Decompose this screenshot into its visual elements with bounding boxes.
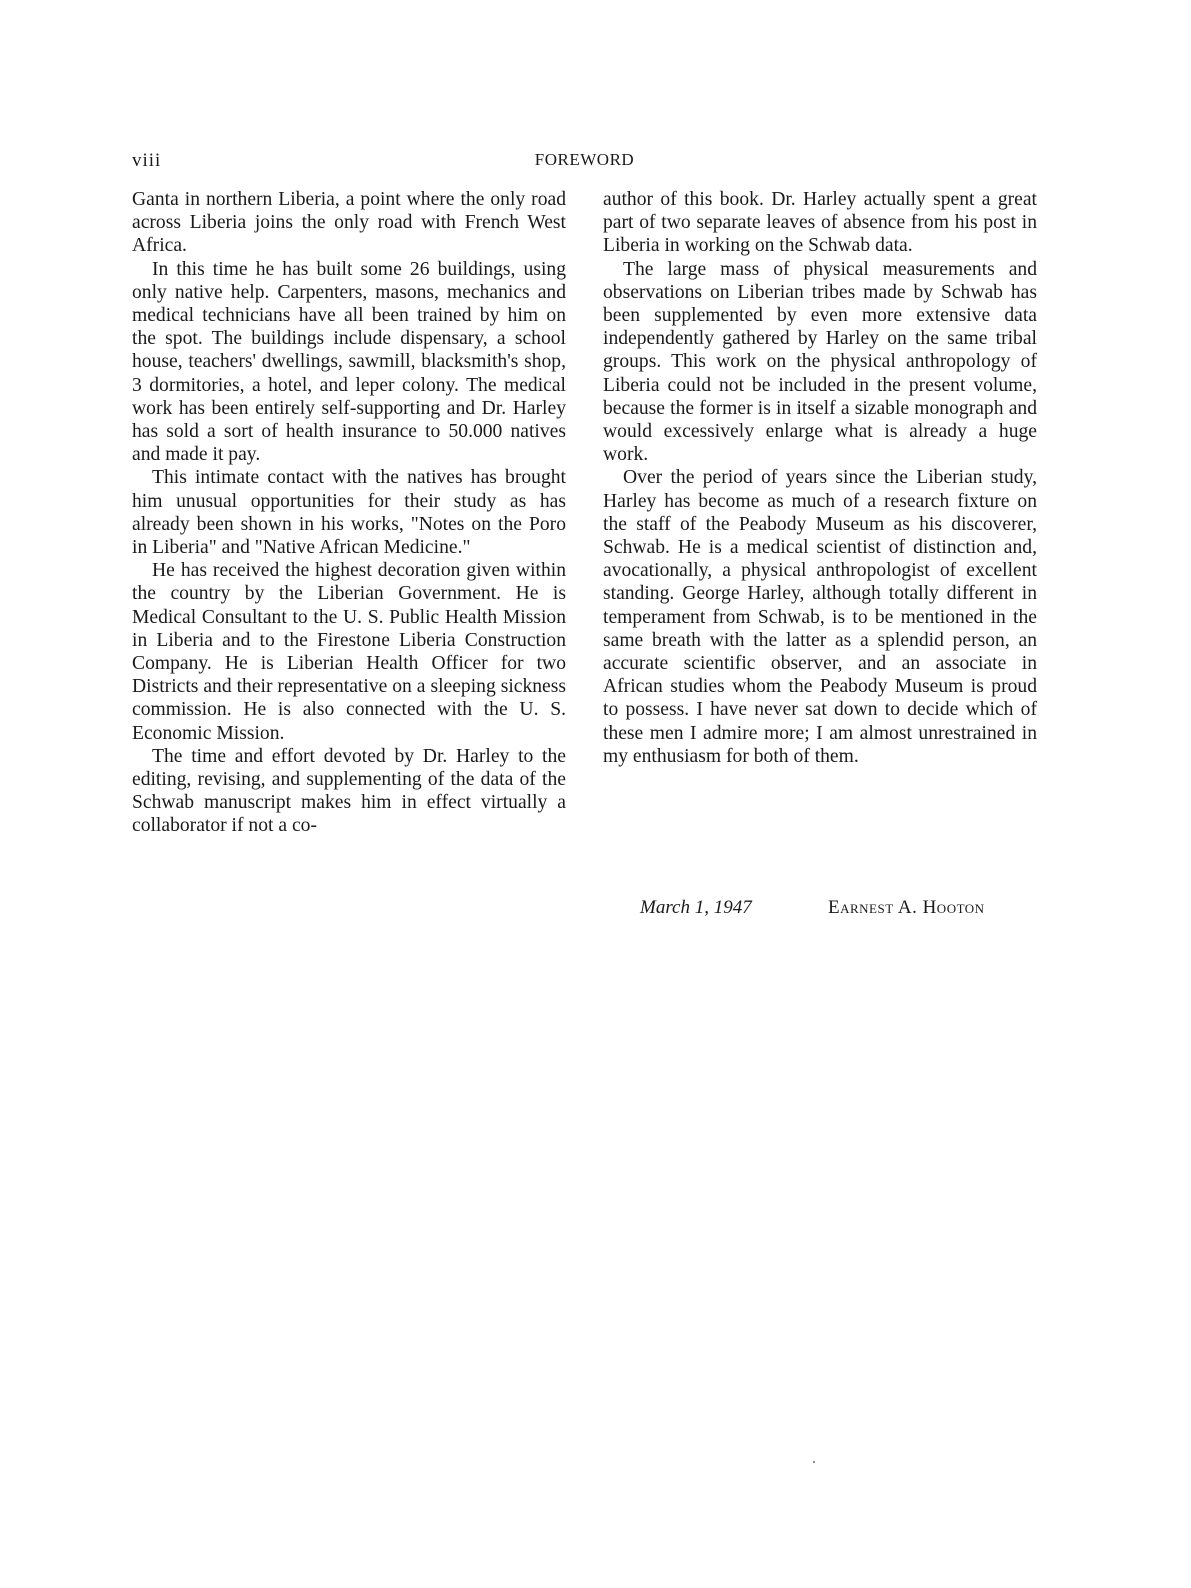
scan-speck	[813, 1461, 815, 1463]
page-header	[132, 150, 1037, 174]
signature-date: March 1, 1947	[640, 897, 752, 918]
page-number: viii	[132, 150, 162, 171]
signature-line	[603, 897, 1037, 923]
paragraph: author of this book. Dr. Harley actually spent a great part of two separate leaves of absence from his post in Liberia in working on the Schwab data.	[603, 189, 1037, 257]
paragraph: Ganta in northern Liberia, a point where the only road across Liberia joins the only road with French West Africa.	[132, 189, 566, 257]
paragraph: In this time he has built some 26 buildings, using only native help. Carpenters, masons, mechanics and medical technicians have all been trained by him on the spot. The buildings include dispensary, a school house, teachers' dwellings, sawmill, blacksmith's shop, 3 dormitories, a hotel, and leper colony. The medical work has been entirely self-supporting and Dr. Harley has sold a sort of health insurance to 50.000 natives and made it pay.	[132, 258, 566, 466]
signature-author: Earnest A. Hooton	[828, 897, 985, 918]
paragraph: The large mass of physical measurements and observations on Liberian tribes made by Schwab has been supplemented by even more extensive data independently gathered by Harley on the same tribal groups. This work on the physical anthropology of Liberia could not be included in the present volume, because the former is in itself a sizable monograph and would excessively enlarge what is already a huge work.	[603, 258, 1037, 466]
paragraph: The time and effort devoted by Dr. Harley to the editing, revising, and supplementing of the data of the Schwab manuscript makes him in effect virtually a collaborator if not a co-	[132, 745, 566, 837]
paragraph: He has received the highest decoration given within the country by the Liberian Government. He is Medical Consultant to the U. S. Public Health Mission in Liberia and to the Firestone Liberia Construction Company. He is Liberian Health Officer for two Districts and their representative on a sleeping sickness commission. He is also connected with the U. S. Economic Mission.	[132, 560, 566, 744]
running-head: FOREWORD	[534, 150, 635, 169]
paragraph: This intimate contact with the natives has brought him unusual opportunities for their study as has already been shown in his works, "Notes on the Poro in Liberia" and "Native African Medicine."	[132, 467, 566, 559]
right-column	[603, 188, 1037, 768]
paragraph: Over the period of years since the Liberian study, Harley has become as much of a research fixture on the staff of the Peabody Museum as his discoverer, Schwab. He is a medical scientist of distinction and, avocationally, a physical anthropologist of excellent standing. George Harley, although totally different in temperament from Schwab, is to be mentioned in the same breath with the latter as a splendid person, an accurate scientific observer, and an associate in African studies whom the Peabody Museum is proud to possess. I have never sat down to decide which of these men I admire more; I am almost unrestrained in my enthusiasm for both of them.	[603, 467, 1037, 767]
left-column	[132, 188, 566, 838]
